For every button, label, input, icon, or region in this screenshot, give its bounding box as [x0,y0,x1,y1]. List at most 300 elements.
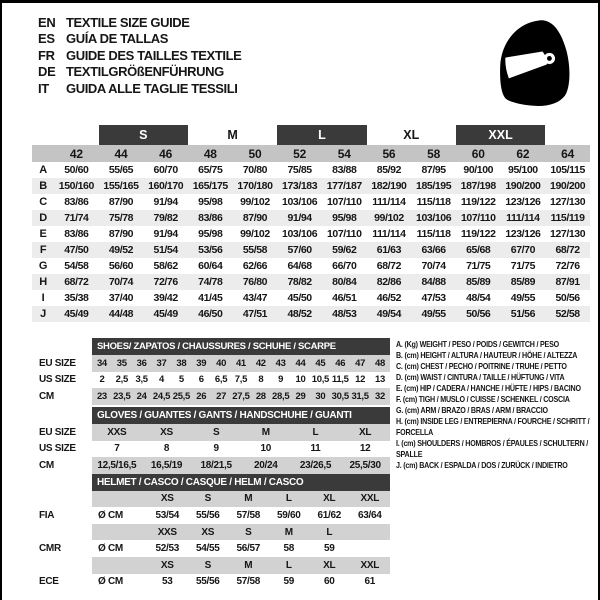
helmet-size-cell: L [269,557,310,574]
size-column-header: 64 [545,145,590,162]
size-column-header: 48 [188,145,233,162]
size-column-header: 50 [233,145,278,162]
diameter-unit: Ø CM [98,543,123,555]
gloves-table-body [37,407,390,474]
measurement-cell: 95/98 [322,210,367,226]
language-code: DE [38,64,56,80]
measurement-cell: 48/54 [466,292,491,304]
measurement-cell: 55/58 [233,242,278,258]
sub-row-cm [37,388,390,405]
measurement-cell: 173/183 [277,178,322,194]
value-cell: 12 [355,374,366,386]
value-cell: 38 [171,355,191,372]
measurement-cell: 61/63 [367,242,412,258]
measurement-cell: 68/72 [545,242,590,258]
measurement-cell: 59/62 [322,242,367,258]
measurement-cell: 48/52 [277,306,322,322]
value-cell: 12,5/16,5 [92,457,142,474]
language-row [38,64,241,81]
guide-title: GUIDA ALLE TAGLIE TESSILI [66,80,238,96]
legend-item: B. (cm) HEIGHT / ALTURA / HAUTEUR / HÖHE / ALTEZZA [396,351,578,360]
value-cell: XL [340,424,390,441]
value-cell: 45 [310,355,330,372]
measurement-row-a [32,162,590,178]
measurement-cell: 35/38 [64,292,89,304]
measurement-cell: 60/70 [153,164,178,176]
value-cell: 3,5 [135,374,148,386]
measurement-cell: 182/190 [367,178,412,194]
measurement-cell: 85/92 [376,164,402,176]
measurement-cell: 115/119 [545,210,590,226]
certification-label: ECE [37,574,92,591]
measurement-cell: 91/94 [153,196,178,208]
measurement-cell: 45/50 [287,292,312,304]
size-column-header: 42 [54,145,99,162]
shoes-band-row [37,338,390,355]
helmet-size-cell: M [269,524,310,541]
value-cell: 20/24 [241,457,291,474]
measurement-cell: 52/58 [545,306,590,322]
legend-item: E. (cm) HIP / CADERA / HANCHE / HÜFTE / HIPS / BACINO [396,384,581,393]
row-label-spacer [37,557,92,574]
measurement-cell: 185/195 [411,178,456,194]
value-cell: 10,5 [311,374,330,386]
measurement-cell: 49/55 [510,292,536,304]
value-cell: 28,5 [271,388,291,405]
value-cell: 27,5 [231,388,251,405]
measurement-cell: 48/53 [322,306,367,322]
measurement-cell: 50/56 [456,306,501,322]
helmet-value-cell: 53/54 [155,509,180,521]
size-column-header: 54 [322,145,367,162]
value-cell: 30,5 [330,388,350,405]
value-cell: 9 [278,374,284,386]
measurement-cell: 119/122 [460,196,496,208]
measurement-row-f [32,242,590,258]
measurement-cell: 91/94 [277,210,322,226]
row-label: D [32,210,54,226]
measurement-cell: 50/56 [555,292,580,304]
measurement-cell: 51/54 [143,242,188,258]
measurement-cell: 75/78 [99,210,144,226]
spacer-cell [32,125,99,145]
value-cell: 8 [163,443,170,455]
measurement-cell: 83/88 [332,164,357,176]
measurement-cell: 85/89 [456,274,501,290]
value-cell: 32 [370,388,390,405]
guide-title: TEXTILE SIZE GUIDE [66,14,190,30]
value-cell: 24 [132,388,152,405]
band-spacer [37,474,92,491]
value-cell: 23/26,5 [291,457,341,474]
value-cell: 36 [132,355,152,372]
measurement-cell: 80/84 [322,274,367,290]
helmet-size-cell: S [228,524,269,541]
helmet-value-cell: 56/57 [236,543,261,555]
sub-row-eu-size [37,424,390,441]
legend-item: C. (cm) CHEST / PECHO / POITRINE / TRUHE / PETTO [396,362,567,371]
value-cell: 6 [198,374,204,386]
measurement-cell: 95/98 [198,196,223,208]
helmet-icon [494,17,572,112]
value-cell: 43 [271,355,291,372]
measurement-cell: 127/130 [550,228,586,240]
measurement-cell: 39/42 [153,292,178,304]
value-cell: 13 [375,374,385,386]
measurement-cell: 99/102 [240,228,270,240]
measurement-cell: 83/86 [64,196,89,208]
helmet-value-cell: 53 [161,576,173,588]
legend-item: I. (cm) SHOULDERS / HOMBROS / ÉPAULES / SCHULTERN / SPALLE [396,439,589,459]
value-cell: 47 [350,355,370,372]
legend-item: D. (cm) WAIST / CINTURA / TAILLE / HÜFTUNG / VITA [396,373,565,382]
size-group-m: M [227,128,238,142]
helmet-size-cell: XXS [147,524,188,541]
measurement-row-h [32,274,590,290]
measurement-cell: 58/62 [153,260,178,272]
measurement-cell: 60/64 [198,260,223,272]
measurement-cell: 83/86 [64,228,89,240]
measurement-cell: 55/65 [108,164,134,176]
measurement-cell: 37/40 [108,292,134,304]
measurement-cell: 45/49 [54,306,99,322]
measurement-cell: 51/56 [501,306,546,322]
language-row [38,14,241,31]
textile-size-table [32,125,590,322]
helmet-table-title: HELMET / CASCO / CASQUE / HELM / CASCO [92,474,390,491]
helmet-value-cell: 59/60 [276,509,301,521]
row-label: US SIZE [37,372,92,389]
measurement-cell: 72/76 [143,274,188,290]
value-cell: 28 [251,388,271,405]
measurement-cell: 62/66 [242,260,268,272]
measurement-cell: 57/60 [277,242,322,258]
measurement-cell: 71/75 [510,260,536,272]
size-group-l: L [277,125,366,145]
measurement-cell: 46/51 [332,292,357,304]
band-spacer [37,407,92,424]
helmet-value-cell: 55/56 [195,576,220,588]
row-label: CM [37,457,92,474]
value-cell: M [241,424,291,441]
measurement-cell: 67/70 [501,242,546,258]
measurement-cell: 71/75 [466,260,491,272]
row-label: G [38,260,48,272]
row-label: J [32,306,54,322]
measurement-cell: 170/180 [233,178,278,194]
measurement-cell: 53/56 [188,242,233,258]
value-cell: L [291,424,341,441]
helmet-size-cell: XL [309,557,350,574]
measurement-cell: 72/76 [555,260,580,272]
helmet-size-cell: M [228,491,269,508]
helmet-size-cell: XS [188,524,229,541]
certification-label: CMR [37,540,92,557]
measurement-cell: 127/130 [550,196,586,208]
language-row [38,80,241,97]
helmet-size-cell: XS [147,557,188,574]
value-cell: 2 [99,374,105,386]
value-cell: 16,5/19 [142,457,192,474]
measurement-cell: 47/50 [54,242,99,258]
legend-item: A. (Kg) WEIGHT / PESO / POIDS / GEWITCH / PESO [396,340,559,349]
measurement-row-c [32,194,590,210]
measurement-cell: 87/90 [108,196,134,208]
legend-item: G. (cm) ARM / BRAZO / BRAS / ARM / BRACCIO [396,406,548,415]
measurement-cell: 76/80 [233,274,278,290]
size-column-header: 56 [367,145,412,162]
value-cell: 41 [231,355,251,372]
unit-header-spacer [92,557,147,574]
measurement-cell: 90/100 [463,164,494,176]
measurement-row-e [32,226,590,242]
helmet-value-cell: 54/55 [195,543,220,555]
language-title-list [38,14,241,97]
value-cell: 29 [291,388,311,405]
sub-row-eu-size [37,355,390,372]
size-group-row [32,125,590,145]
diameter-unit: Ø CM [98,509,123,521]
measurement-cell: 63/66 [411,242,456,258]
value-cell: 18/21,5 [191,457,241,474]
measurement-cell: 50/60 [64,164,89,176]
language-code: IT [38,80,49,96]
measurement-cell: 82/86 [367,274,412,290]
value-cell: 9 [213,443,219,455]
helmet-band-row [37,474,390,491]
measurement-cell: 47/51 [233,306,278,322]
value-cell: S [191,424,241,441]
measurement-cell: 64/68 [287,260,312,272]
measurement-cell: 165/175 [188,178,233,194]
measurement-cell: 87/95 [421,164,446,176]
corner-cell [32,145,54,162]
measurement-row-i [32,290,590,306]
measurement-cell: 123/126 [505,228,541,240]
row-label: EU SIZE [37,424,92,441]
helmet-size-cell: XXL [350,491,391,508]
measurement-cell: 103/106 [282,228,318,240]
value-cell: 10 [295,374,306,386]
measurement-cell: 123/126 [505,196,541,208]
value-cell: 37 [152,355,172,372]
measurement-cell: 87/90 [233,210,278,226]
measurement-row-j [32,306,590,322]
measurement-cell: 46/50 [188,306,233,322]
size-number-row [32,145,590,162]
value-cell: 2,5 [115,374,128,386]
value-cell: 31,5 [350,388,370,405]
gloves-band-row [37,407,390,424]
unit-header-spacer [92,491,147,508]
row-label-spacer [37,524,92,541]
helmet-table [37,474,390,590]
measurement-cell: 70/74 [99,274,144,290]
measurement-cell: 190/200 [545,178,590,194]
row-label: A [39,164,47,176]
helmet-value-cell: 63/64 [357,509,382,521]
value-cell: 11 [310,443,321,455]
unit-header-spacer [92,524,147,541]
measurement-cell: 78/82 [277,274,322,290]
value-cell: 6,5 [214,374,228,386]
sub-row-us-size [37,372,390,389]
value-cell: 30 [310,388,330,405]
measurement-cell: 111/114 [372,228,406,240]
shoes-table-title: SHOES/ ZAPATOS / CHAUSSURES / SCHUHE / SCARPE [92,338,390,355]
value-cell: 24,5 [152,388,172,405]
helmet-size-cell: S [188,491,229,508]
measurement-cell: 111/114 [501,210,546,226]
helmet-size-cell: L [309,524,350,541]
value-cell: 12 [359,443,371,455]
measurement-cell: 49/55 [411,306,456,322]
measurement-cell: 150/160 [54,178,99,194]
measurement-cell: 74/78 [188,274,233,290]
value-cell: 25,5 [171,388,191,405]
language-code: ES [38,31,55,47]
language-row [38,31,241,48]
measurement-cell: 177/187 [322,178,367,194]
value-cell: 5 [178,374,184,386]
measurement-cell: 107/110 [456,210,501,226]
helmet-value-cell: 57/58 [236,576,261,588]
helmet-value-cell: 61/62 [317,509,342,521]
helmet-size-cell: XS [147,491,188,508]
measurement-cell: 85/89 [501,274,546,290]
measurement-cell: 155/165 [99,178,144,194]
measurement-cell: 160/170 [143,178,188,194]
helmet-value-cell: 59 [323,543,335,555]
guide-title: TEXTILGRÖßENFÜHRUNG [66,64,224,80]
measurement-cell: 70/80 [242,164,268,176]
measurement-cell: 68/72 [54,274,99,290]
textile-size-table-body [32,125,590,322]
measurement-cell: 56/60 [108,260,134,272]
measurement-cell: 41/45 [198,292,223,304]
measurement-cell: 105/115 [550,164,585,176]
size-group-xl: XL [403,128,420,142]
measurement-cell: 115/118 [416,196,451,208]
guide-title: GUIDE DES TAILLES TEXTILE [66,47,242,63]
size-column-header: 46 [143,145,188,162]
helmet-value-cell: 52/53 [155,543,180,555]
row-label: CM [37,388,92,405]
measurement-cell: 47/53 [421,292,446,304]
measurement-cell: 75/85 [287,164,312,176]
helmet-value-row-cmr [37,540,390,557]
measurement-cell: 190/200 [501,178,546,194]
guide-title: GUÍA DE TALLAS [66,31,169,47]
value-cell: 46 [330,355,350,372]
value-cell: 10 [260,443,272,455]
shoes-table [37,338,390,405]
measurement-cell: 65/75 [198,164,223,176]
certification-label: FIA [37,507,92,524]
measurement-cell: 87/90 [108,228,134,240]
legend-item: J. (cm) BACK / ESPALDA / DOS / ZURÜCK / INDIETRO [396,461,568,470]
language-code: FR [38,47,55,63]
legend-item: H. (cm) INSIDE LEG / ENTREPIERNA / FOURCHE / SCHRITT / FORCELLA [396,417,590,437]
measurement-cell: 54/58 [64,260,89,272]
size-column-header: 60 [456,145,501,162]
measurement-cell: 46/52 [376,292,402,304]
helmet-value-cell: 61 [364,576,376,588]
sub-row-cm [37,457,390,474]
value-cell: 8 [258,374,264,386]
value-cell: 7,5 [234,374,248,386]
row-label-spacer [37,491,92,508]
helmet-size-row-fia [37,491,390,508]
measurement-cell: 91/94 [153,228,178,240]
measurement-cell: 95/98 [198,228,223,240]
measurement-cell: 187/198 [456,178,501,194]
row-label: E [39,228,47,240]
value-cell: XXS [92,424,142,441]
size-column-header: 52 [277,145,322,162]
value-cell: 23,5 [112,388,132,405]
sub-row-us-size [37,441,390,458]
measurement-cell: 95/100 [508,164,538,176]
row-label: I [41,292,45,304]
size-column-header: 62 [501,145,546,162]
measurement-cell: 119/122 [460,228,496,240]
measurement-cell: 68/72 [376,260,402,272]
helmet-value-cell: 59 [283,576,295,588]
measurement-cell: 99/102 [240,196,270,208]
row-label: B [32,178,54,194]
language-row [38,47,241,64]
measurement-cell: 43/47 [242,292,268,304]
measurement-cell: 44/48 [99,306,144,322]
gloves-table-title: GLOVES / GUANTES / GANTS / HANDSCHUHE / GUANTI [92,407,390,424]
measurement-cell: 111/114 [372,196,406,208]
value-cell: 39 [191,355,211,372]
helmet-size-row-cmr [37,524,390,541]
value-cell: 4 [159,374,164,386]
measurement-cell: 83/86 [188,210,233,226]
measurement-cell: 49/54 [367,306,412,322]
measurement-cell: 71/74 [54,210,99,226]
measurement-cell: 65/68 [456,242,501,258]
measurement-cell: 103/106 [282,196,318,208]
value-cell: 11,5 [331,374,349,386]
measurement-cell: 99/102 [367,210,412,226]
size-column-header: 44 [99,145,144,162]
measurement-cell: 87/91 [545,274,590,290]
value-cell: 25,5/30 [340,457,390,474]
measurement-row-d [32,210,590,226]
helmet-value-cell: 57/58 [236,509,261,521]
measurement-cell: 49/52 [99,242,144,258]
gloves-table [37,407,390,474]
helmet-size-cell: XL [309,491,350,508]
helmet-size-cell: L [269,491,310,508]
size-group-xxl: XXL [456,125,545,145]
helmet-size-cell: M [228,557,269,574]
helmet-size-row-ece [37,557,390,574]
shoes-table-body [37,338,390,405]
legend-item: F. (cm) TIGH / MUSLO / CUISSE / SCHENKEL / COSCIA [396,395,570,404]
size-group-s: S [99,125,188,145]
row-label: F [32,242,54,258]
value-cell: 40 [211,355,231,372]
value-cell: 35 [112,355,132,372]
measurement-legend [396,339,598,471]
spacer-cell [545,125,590,145]
value-cell: 34 [92,355,112,372]
helmet-value-cell: 58 [283,543,295,555]
